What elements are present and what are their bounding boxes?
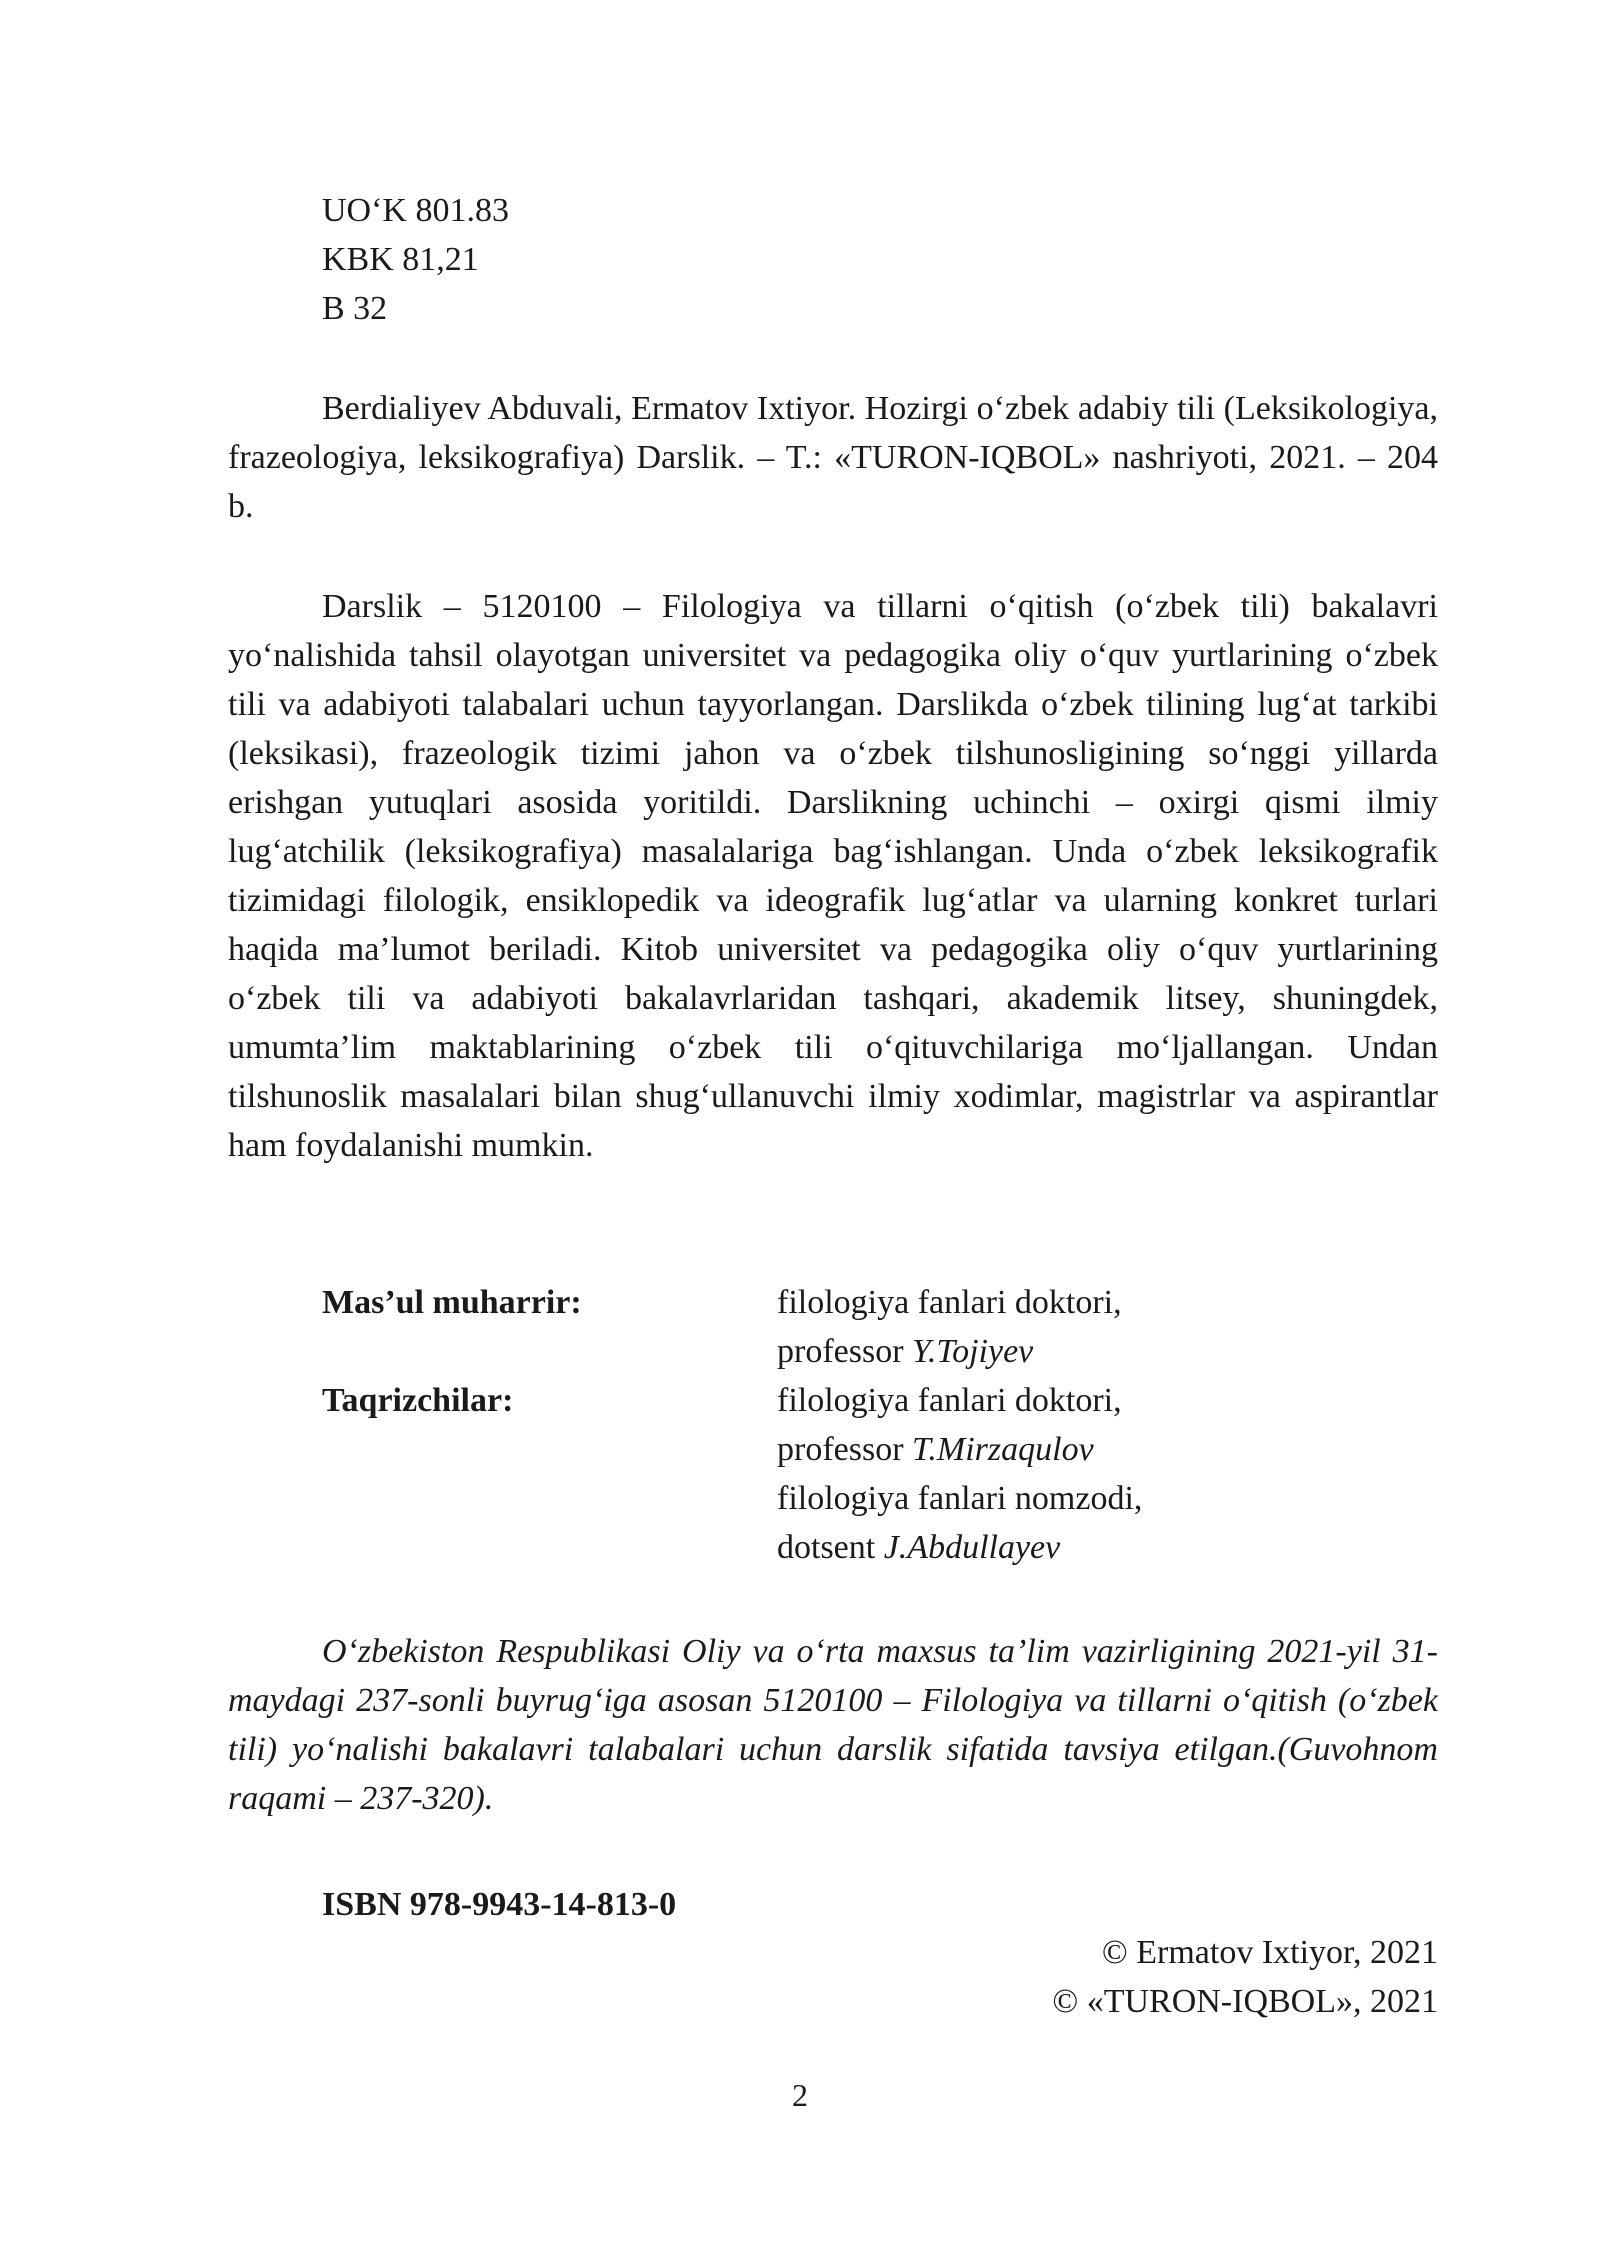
editor-credit — [322, 1278, 1322, 1376]
reviewer2-degree: filologiya fanlari nomzodi, — [777, 1480, 1143, 1517]
copyright-block — [1052, 1928, 1438, 2026]
credits-block — [322, 1278, 1322, 1572]
editor-degree: filologiya fanlari doktori, — [777, 1284, 1122, 1321]
editor-title-line — [777, 1327, 1122, 1376]
copyright-publisher: © «TURON-IQBOL», 2021 — [1052, 1983, 1438, 2020]
bibliographic-record: Berdialiyev Abduvali, Ermatov Ixtiyor. Hozirgi o‘zbek adabiy tili (Leksikologiya, frazeologiya, leksikografiya) Darslik. – T.: «TURON-IQBOL» nashriyoti, 2021. – 204 b. — [228, 390, 1438, 525]
editor-details — [777, 1278, 1122, 1376]
ministry-endorsement: O‘zbekiston Respublikasi Oliy va o‘rta maxsus ta’lim vazirligining 2021-yil 31-maydagi 237-sonli buyrug‘iga asosan 5120100 – Filologiya va tillarni o‘qitish (o‘zbek tili) yo‘nalishi bakalavri talabalari uchun darslik sifatida tavsiya etilgan.(Guvohnom raqami – 237-320). — [228, 1633, 1438, 1817]
annotation-paragraph: Darslik – 5120100 – Filologiya va tillarni o‘qitish (o‘zbek tili) bakalavri yo‘nalishida tahsil olayotgan universitet va pedagogika oliy o‘quv yurtlarining o‘zbek tili va adabiyoti talabalari uchun tayyorlangan. Darslikda o‘zbek tilining lug‘at tarkibi (leksikasi), frazeologik tizimi jahon va o‘zbek tilshunosligining so‘nggi yillarda erishgan yutuqlari asosida yoritildi. Darslikning uchinchi – oxirgi qismi ilmiy lug‘atchilik (leksikografiya) masalalariga bag‘ishlangan. Unda o‘zbek leksikografik tizimidagi filologik, ensiklopedik va ideografik lug‘atlar va ularning konkret turlari haqida ma’lumot beriladi. Kitob universitet va pedagogika oliy o‘quv yurtlarining o‘zbek tili va adabiyoti bakalavrlaridan tashqari, akademik litsey, shuningdek, umumta’lim maktablarining o‘zbek tili o‘qituvchilariga mo‘ljallangan. Undan tilshunoslik masalalari bilan shug‘ullanuvchi ilmiy xodimlar, magistrlar va aspirantlar ham foydalanishi mumkin. — [228, 588, 1438, 1164]
reviewer2-name: J.Abdullayev — [883, 1529, 1061, 1566]
editor-label: Mas’ul muharrir: — [322, 1284, 582, 1321]
reviewer1-title: professor — [777, 1431, 904, 1468]
isbn-number: ISBN 978-9943-14-813-0 — [322, 1886, 677, 1923]
reviewer2-title-line — [777, 1523, 1142, 1572]
editor-title: professor — [777, 1333, 904, 1370]
copyright-author: © Ermatov Ixtiyor, 2021 — [1101, 1934, 1438, 1971]
bbk-code: KBK 81,21 — [322, 241, 479, 278]
classification-codes — [322, 186, 509, 333]
reviewer2-title: dotsent — [777, 1529, 876, 1566]
editor-name: Y.Tojiyev — [912, 1333, 1034, 1370]
udc-code: UO‘K 801.83 — [322, 192, 509, 229]
reviewers-label: Taqrizchilar: — [322, 1382, 514, 1419]
author-mark: B 32 — [322, 290, 388, 327]
reviewers-details — [777, 1376, 1142, 1572]
reviewer1-name: T.Mirzaqulov — [912, 1431, 1094, 1468]
reviewer1-degree: filologiya fanlari doktori, — [777, 1382, 1122, 1419]
reviewer1-title-line — [777, 1425, 1142, 1474]
page-number: 2 — [792, 2077, 808, 2113]
reviewers-credit — [322, 1376, 1322, 1572]
